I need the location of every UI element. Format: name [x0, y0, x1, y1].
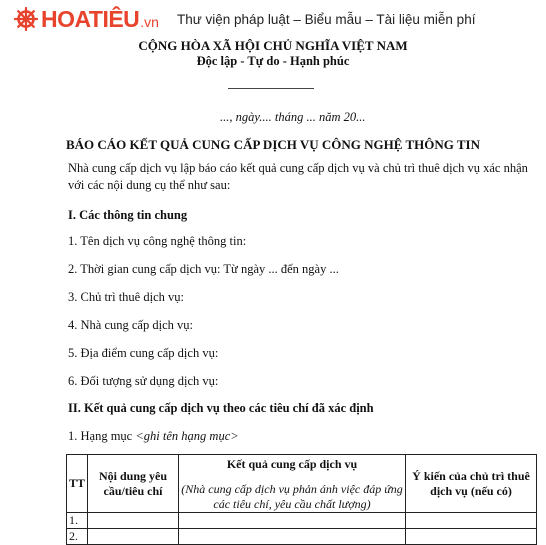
document-title: BÁO CÁO KẾT QUẢ CUNG CẤP DỊCH VỤ CÔNG NGHỆ THÔNG TIN	[65, 137, 480, 152]
category-line	[68, 428, 538, 445]
table-cell	[179, 513, 406, 529]
intro-line-2: với các nội dung cụ thể như sau:	[68, 178, 231, 192]
table-cell	[179, 529, 406, 545]
results-table	[66, 454, 537, 545]
logo-suffix: .vn	[140, 14, 159, 30]
site-header	[0, 0, 546, 38]
table-row	[67, 529, 537, 545]
table-cell	[406, 513, 537, 529]
intro-line-1: Nhà cung cấp dịch vụ lập báo cáo kết quả cung cấp dịch vụ và chủ trì thuê dịch vụ xác nhận	[68, 161, 528, 175]
list-item: 5. Địa điểm cung cấp dịch vụ:	[68, 346, 219, 360]
col-header-result	[179, 455, 406, 513]
table-row	[67, 513, 537, 529]
col-header-opinion: Ý kiến của chủ trì thuê dịch vụ (nếu có)	[406, 455, 537, 513]
table-header-row	[67, 455, 537, 513]
motto-heading: Độc lập - Tự do - Hạnh phúc	[196, 54, 350, 68]
site-logo[interactable]	[14, 6, 159, 33]
ship-wheel-icon	[14, 7, 38, 31]
category-hint: <ghi tên hạng mục>	[135, 429, 239, 443]
list-item: 6. Đối tượng sử dụng dịch vụ:	[68, 374, 219, 388]
section-general-info: I. Các thông tin chung	[68, 208, 188, 222]
divider-line	[228, 88, 314, 89]
col-header-requirement: Nội dung yêu cầu/tiêu chí	[88, 455, 179, 513]
nation-heading: CỘNG HÒA XÃ HỘI CHỦ NGHĨA VIỆT NAM	[138, 38, 408, 53]
section-results: II. Kết quả cung cấp dịch vụ theo các tiêu chí đã xác định	[68, 401, 374, 415]
table-cell	[88, 513, 179, 529]
site-tagline: Thư viện pháp luật – Biểu mẫu – Tài liệu miễn phí	[176, 11, 476, 27]
logo-text: HOATIÊU	[41, 5, 140, 32]
col-header-result-note: (Nhà cung cấp dịch vụ phản ánh việc đáp ứng các tiêu chí, yêu cầu chất lượng)	[181, 482, 403, 511]
category-prefix: 1. Hạng mục	[68, 429, 136, 443]
list-item: 3. Chủ trì thuê dịch vụ:	[68, 290, 184, 304]
table-cell	[88, 529, 179, 545]
col-header-tt: TT	[67, 455, 88, 513]
table-cell	[406, 529, 537, 545]
list-item: 2. Thời gian cung cấp dịch vụ: Từ ngày ... đến ngày ...	[68, 262, 339, 276]
list-item: 4. Nhà cung cấp dịch vụ:	[68, 318, 193, 332]
row-number: 2.	[67, 529, 88, 545]
list-item: 1. Tên dịch vụ công nghệ thông tin:	[68, 234, 247, 248]
date-line: ..., ngày.... tháng ... năm 20...	[220, 110, 366, 124]
col-header-result-label: Kết quả cung cấp dịch vụ	[226, 457, 358, 471]
row-number: 1.	[67, 513, 88, 529]
